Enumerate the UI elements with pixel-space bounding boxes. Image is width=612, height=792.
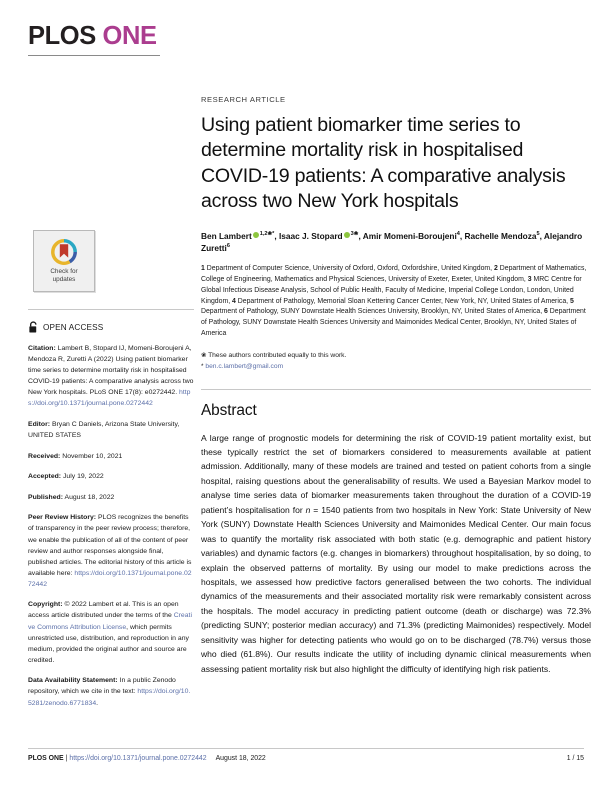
- abstract-body: [201, 431, 591, 676]
- author-name[interactable]: Ben Lambert: [201, 230, 252, 241]
- author-name[interactable]: Rachelle Mendoza: [464, 230, 537, 241]
- equal-contrib-text: These authors contributed equally to this work.: [206, 351, 347, 359]
- affiliation-text: Department of Mathematics, College of Engineering, Mathematics and Physical Sciences, University of Exeter, Exeter, United Kingdom,: [201, 265, 587, 283]
- footer-separator: |: [65, 755, 68, 762]
- citation-doi-link[interactable]: https://doi.org/10.1371/journal.pone.0272442: [28, 389, 191, 408]
- data-availability-label: Data Availability Statement:: [28, 677, 118, 685]
- accepted-block: [28, 471, 194, 482]
- abstract-heading: Abstract: [201, 401, 257, 419]
- equal-contrib-symbol: ❀: [201, 351, 207, 359]
- received-text: November 10, 2021: [60, 452, 123, 460]
- author-affiliation-marker: 1,2❀*: [259, 231, 275, 238]
- editor-block: [28, 419, 194, 441]
- orcid-icon[interactable]: [344, 232, 350, 238]
- received-block: [28, 451, 194, 462]
- copyright-block: [28, 599, 194, 665]
- copyright-text-after: , which permits unrestricted use, distribution, and reproduction in any medium, provided the original author and source are credited.: [28, 623, 189, 664]
- peer-review-text: PLOS recognizes the benefits of transparency in the peer review process; therefore, we enable the publication of all of the content of peer review and author responses alongside final, published articles. The editorial history of this article is available here:: [28, 514, 192, 577]
- masthead-divider: [28, 55, 160, 56]
- footer-citation: [28, 755, 266, 762]
- published-block: [28, 492, 194, 503]
- abstract-text: = 1540 patients from two hospitals in New York: State University of New York (SUNY) Downstate Health Sciences University and Maimonides Medical Center. Our main focus was to quantify the mortality risk associated with both static (e.g. demographic and patient history variables) and dynamic factors (e.g. changes in biomarkers) throughout hospitalisation, by so doing, to explain the observed patterns of mortality. By using our model to make predictions across the hospitals, we assessed how predictive factors generalised between the two cohorts. The individual dynamics of the measurements and their associated mortality risk were remarkably consistent across the hospitals. The model accuracy in predicting patient outcome (death or discharge) was 72.3% (predicting SUNY; posterior median accuracy) and 71.3% (predicting Maimonides) respectively. Model sensitivity was higher for detecting patients who would go on to be discharged (78.7%) versus those who died (61.8%). Our results indicate the utility of including dynamic clinical measurements when assessing patient mortality risk but also highlight the difficulty of identifying high risk patients.: [201, 504, 591, 674]
- peer-review-block: [28, 512, 194, 590]
- corresponding-email[interactable]: ben.c.lambert@gmail.com: [205, 362, 284, 370]
- abstract-divider: [201, 389, 591, 390]
- received-label: Received:: [28, 452, 61, 460]
- affiliation-text: Department of Pathology, Memorial Sloan Kettering Cancer Center, New York, NY, United States of America,: [235, 297, 570, 305]
- article-type-kicker: RESEARCH ARTICLE: [201, 95, 286, 104]
- abstract-variable: n: [305, 504, 311, 515]
- citation-text: Lambert B, Stopard IJ, Momeni-Boroujeni A, Mendoza R, Zuretti A (2022) Using patient biomarker time series to determine mortality risk in hospitalised COVID-19 patients: A comparative analysis across two New York hospitals. PLoS ONE 17(8): e0272442.: [28, 345, 194, 397]
- affiliation-number: 2: [494, 265, 498, 273]
- open-padlock-icon: [28, 321, 39, 334]
- author-name[interactable]: Amir Momeni-Boroujeni: [362, 230, 457, 241]
- footer-journal: PLOS ONE: [28, 755, 64, 762]
- affiliation-number: 4: [232, 297, 236, 305]
- sidebar-divider: [28, 309, 194, 310]
- peer-review-label: Peer Review History:: [28, 514, 97, 522]
- corresponding-author-note: [201, 362, 591, 373]
- affiliation-text: MRC Centre for Global Infectious Disease Analysis, School of Public Health, Faculty of Medicine, Imperial College London, London, United Kingdom,: [201, 275, 582, 305]
- check-updates-label: Check for updates: [50, 268, 78, 283]
- editor-text: Bryan C Daniels, Arizona State University, UNITED STATES: [28, 420, 180, 440]
- article-title: Using patient biomarker time series to determine mortality risk in hospitalised COVID-19 patients: A comparative analysis across two New York hospitals: [201, 114, 566, 213]
- affiliation-text: Department of Pathology, SUNY Downstate Health Sciences University, Brooklyn, NY, United States of America,: [201, 308, 545, 316]
- author-name[interactable]: Isaac J. Stopard: [278, 230, 343, 241]
- author-affiliation-marker: 4: [456, 231, 460, 238]
- author-list: Ben Lambert $^{1,2❀*}$, Isaac J. Stopard $^{3❀}$, Amir Momeni-Boroujeni$^4$, Rachelle Mendoza$^5$, Alejandro Zuretti$^6$: [201, 230, 583, 254]
- published-label: Published:: [28, 493, 63, 501]
- author-notes: [201, 351, 591, 373]
- data-availability-text: In a public Zenodo repository, which we cite in the text:: [28, 677, 176, 696]
- affiliation-number: 1: [201, 265, 205, 273]
- author-affiliation-marker: 3❀: [350, 231, 359, 238]
- copyright-text-before: © 2022 Lambert et al. This is an open access article distributed under the terms of the: [28, 601, 179, 620]
- plos-one-logo[interactable]: [28, 24, 163, 50]
- zenodo-doi-link[interactable]: https://doi.org/10.5281/zenodo.6771834: [28, 688, 191, 707]
- journal-masthead: [28, 24, 163, 56]
- accepted-label: Accepted:: [28, 473, 62, 481]
- sidebar: [28, 230, 194, 718]
- peer-review-link[interactable]: https://doi.org/10.1371/journal.pone.0272442: [28, 569, 192, 588]
- published-text: August 18, 2022: [62, 493, 115, 501]
- editor-label: Editor:: [28, 420, 51, 428]
- citation-block: [28, 343, 194, 409]
- page-footer: [28, 748, 584, 762]
- footer-page-number: 1 / 15: [566, 755, 584, 762]
- affiliation-list: [201, 264, 591, 340]
- data-availability-tail: .: [96, 699, 99, 707]
- affiliation-number: 6: [544, 308, 548, 316]
- footer-date: August 18, 2022: [215, 755, 266, 762]
- open-access-label: OPEN ACCESS: [43, 323, 104, 332]
- affiliation-text: Department of Pathology, SUNY Downstate Health Sciences University and Maimonides Medical Center, Brooklyn, NY, United States of America: [201, 308, 586, 338]
- affiliation-number: 3: [527, 275, 532, 283]
- author-name[interactable]: Alejandro Zuretti: [201, 230, 583, 254]
- cc-license-link[interactable]: Creative Commons Attribution License: [28, 612, 192, 631]
- logo-plos-word: PLOS: [28, 22, 96, 50]
- article-main: [201, 95, 591, 676]
- open-access-row: [28, 321, 194, 334]
- check-for-updates-badge[interactable]: [33, 230, 95, 292]
- author-affiliation-marker: 5: [536, 231, 540, 238]
- footer-doi-link[interactable]: https://doi.org/10.1371/journal.pone.0272442: [69, 755, 207, 762]
- orcid-icon[interactable]: [253, 232, 259, 238]
- affiliation-text: Department of Computer Science, University of Oxford, Oxford, Oxfordshire, United Kingdom,: [204, 265, 494, 273]
- logo-one-word: ONE: [102, 22, 157, 50]
- crossmark-icon: [50, 238, 78, 266]
- citation-label: Citation:: [28, 345, 56, 352]
- equal-contribution-note: [201, 351, 591, 362]
- data-availability-block: [28, 675, 194, 708]
- affiliation-number: 5: [569, 297, 574, 305]
- author-affiliation-marker: 6: [226, 243, 230, 250]
- copyright-label: Copyright:: [28, 601, 63, 609]
- footer-divider: [28, 748, 584, 749]
- accepted-text: July 19, 2022: [61, 473, 104, 481]
- abstract-text: A large range of prognostic models for determining the risk of COVID-19 patient mortality exist, but these typically restrict the set of biomarkers considered to measurements available at patient admission. Additionally, many of these models are trained and tested on patient cohorts from a single hospital, raising questions about the generalisability of results. We used a Bayesian Markov model to analyse time series data of biomarker measurements taken throughout the duration of a COVID-19 patient’s hospitalisation for: [201, 432, 591, 515]
- corresponding-symbol: *: [201, 362, 204, 370]
